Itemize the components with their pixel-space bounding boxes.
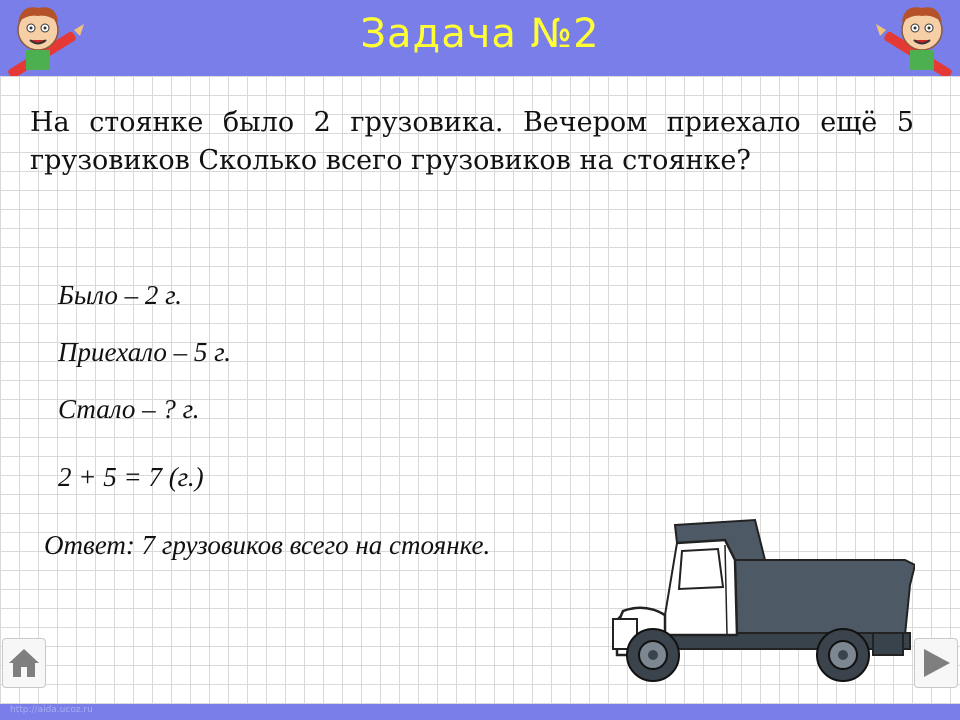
- answer-text: Ответ: 7 грузовиков всего на стоянке.: [44, 530, 491, 560]
- dump-truck-icon: [605, 515, 915, 690]
- problem-text: На стоянке было 2 грузовика. Вечером приехало ещё 5 грузовиков Сколько всего грузовиков на стоянке?: [30, 107, 914, 176]
- added-line: Приехало – 5 г.: [58, 337, 232, 367]
- slide-header: [0, 0, 960, 76]
- home-icon: [6, 645, 42, 681]
- equation-line: 2 + 5 = 7 (г.): [58, 462, 204, 492]
- boy-with-pencil-icon: [876, 0, 960, 76]
- page-title: Задача №2: [360, 11, 600, 57]
- next-arrow-icon: [918, 645, 954, 681]
- unknown-line: Стало – ? г.: [58, 394, 200, 424]
- home-button[interactable]: [2, 638, 46, 688]
- next-slide-button[interactable]: [914, 638, 958, 688]
- footer-link[interactable]: http://aida.ucoz.ru: [10, 705, 93, 715]
- given-line: Было – 2 г.: [58, 280, 182, 310]
- boy-with-pencil-icon: [0, 0, 84, 76]
- slide-footer: [0, 704, 960, 720]
